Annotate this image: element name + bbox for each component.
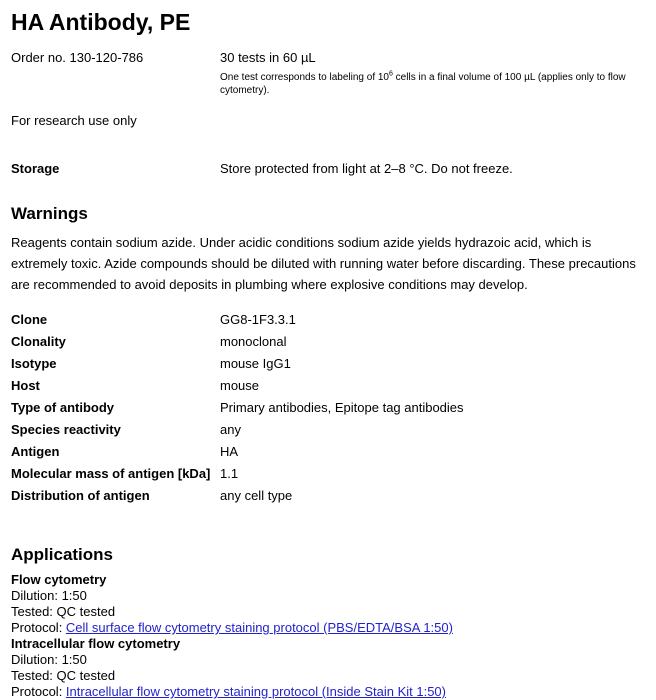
attribute-value: HA <box>220 444 239 459</box>
table-row-species-reactivity <box>11 419 646 441</box>
attribute-value: 1.1 <box>220 466 239 481</box>
table-row-distribution <box>11 485 646 507</box>
attribute-value: Primary antibodies, Epitope tag antibodies <box>220 400 464 415</box>
application-flow-cytometry <box>11 572 646 636</box>
pack-size: 30 tests in 60 µL <box>220 50 316 65</box>
storage-value: Store protected from light at 2–8 °C. Do not freeze. <box>220 161 513 176</box>
attribute-value: any cell type <box>220 488 293 503</box>
application-protocol <box>11 620 646 636</box>
attribute-label: Molecular mass of antigen [kDa] <box>11 466 211 481</box>
attribute-value: mouse <box>220 378 260 393</box>
application-name: Intracellular flow cytometry <box>11 636 181 651</box>
warnings-text: Reagents contain sodium azide. Under acidic conditions sodium azide yields hydrazoic acid, which is extremely toxic. Azide compounds should be diluted with running water before discarding. These precautions are recommended to avoid deposits in plumbing where explosive conditions may develop. <box>11 235 636 292</box>
attribute-label: Clonality <box>11 334 66 349</box>
application-intracellular-flow-cytometry <box>11 636 646 700</box>
storage-row <box>11 161 646 177</box>
order-number: Order no. 130-120-786 <box>11 50 144 65</box>
attribute-label: Species reactivity <box>11 422 121 437</box>
attribute-label: Clone <box>11 312 48 327</box>
table-row-isotype <box>11 353 646 375</box>
warnings-heading: Warnings <box>11 204 88 223</box>
research-use-note: For research use only <box>11 113 137 128</box>
attribute-value: any <box>220 422 241 437</box>
application-protocol <box>11 684 646 700</box>
applications-list <box>11 572 646 700</box>
table-row-clone <box>11 309 646 331</box>
intracellular-protocol-link[interactable]: Intracellular flow cytometry staining protocol (Inside Stain Kit 1:50) <box>65 684 446 699</box>
application-tested: Tested: QC tested <box>11 604 116 619</box>
application-tested: Tested: QC tested <box>11 668 116 683</box>
pack-size-note-exponent: 6 <box>389 70 393 78</box>
application-dilution: Dilution: 1:50 <box>11 652 87 667</box>
attributes-table <box>11 309 646 507</box>
attribute-label: Distribution of antigen <box>11 488 150 503</box>
table-row-antigen <box>11 441 646 463</box>
cell-surface-protocol-link[interactable]: Cell surface flow cytometry staining protocol (PBS/EDTA/BSA 1:50) <box>65 620 453 635</box>
table-row-type-of-antibody <box>11 397 646 419</box>
attribute-value: monoclonal <box>220 334 287 349</box>
protocol-label: Protocol: <box>11 620 66 635</box>
attribute-value: mouse IgG1 <box>220 356 291 371</box>
attribute-label: Type of antibody <box>11 400 115 415</box>
attribute-label: Antigen <box>11 444 60 459</box>
applications-heading: Applications <box>11 545 114 564</box>
table-row-host <box>11 375 646 397</box>
pack-size-note-prefix: One test corresponds to labeling of 10 <box>220 72 389 83</box>
page-title: HA Antibody, PE <box>11 9 191 35</box>
pack-size-note <box>220 71 646 97</box>
application-dilution: Dilution: 1:50 <box>11 588 87 603</box>
pack-size-note-suffix: cells in a final volume of 100 µL (applies only to flow cytometry). <box>220 72 626 96</box>
order-row <box>11 50 646 97</box>
protocol-label: Protocol: <box>11 684 66 699</box>
table-row-molecular-mass <box>11 463 646 485</box>
attribute-label: Isotype <box>11 356 57 371</box>
attribute-value: GG8-1F3.3.1 <box>220 312 296 327</box>
pack-size-block <box>220 50 646 97</box>
application-name: Flow cytometry <box>11 572 107 587</box>
table-row-clonality <box>11 331 646 353</box>
attribute-label: Host <box>11 378 40 393</box>
storage-label: Storage <box>11 161 60 176</box>
